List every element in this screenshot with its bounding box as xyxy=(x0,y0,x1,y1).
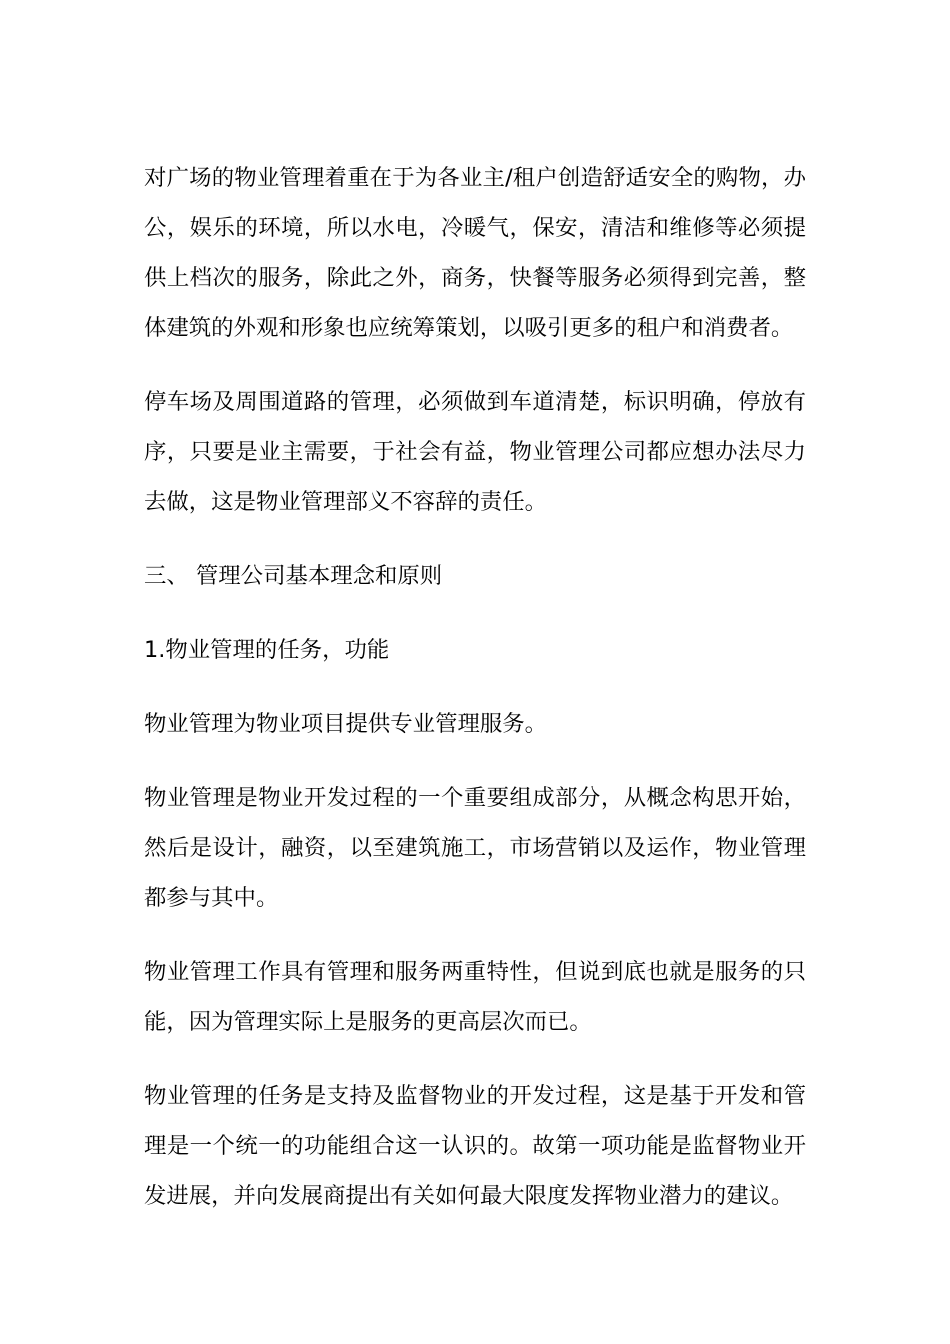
paragraph-development-process: 物业管理是物业开发过程的一个重要组成部分，从概念构思开始，然后是设计，融资，以至建筑施工，市场营销以及运作，物业管理都参与其中。 xyxy=(144,785,806,911)
paragraph-plaza-management: 对广场的物业管理着重在于为各业主/租户创造舒适安全的购物，办公，娱乐的环境，所以水电，冷暖气，保安，清洁和维修等必须提供上档次的服务，除此之外，商务，快餐等服务必须得到完善，整体建筑的外观和形象也应统筹策划，以吸引更多的租户和消费者。 xyxy=(144,165,806,341)
paragraph-dual-nature: 物业管理工作具有管理和服务两重特性，但说到底也就是服务的只能，因为管理实际上是服务的更高层次而已。 xyxy=(144,959,806,1035)
paragraph-professional-service: 物业管理为物业项目提供专业管理服务。 xyxy=(144,711,548,737)
section-heading: 三、 管理公司基本理念和原则 xyxy=(144,563,443,589)
paragraph-management-task: 物业管理的任务是支持及监督物业的开发过程，这是基于开发和管理是一个统一的功能组合这一认识的。故第一项功能是监督物业开发进展，并向发展商提出有关如何最大限度发挥物业潜力的建议。 xyxy=(144,1083,806,1209)
paragraph-parking-management: 停车场及周围道路的管理，必须做到车道清楚，标识明确，停放有序，只要是业主需要，于社会有益，物业管理公司都应想办法尽力去做，这是物业管理部义不容辞的责任。 xyxy=(144,389,806,515)
subsection-heading: 1.物业管理的任务，功能 xyxy=(144,637,390,663)
document-page xyxy=(144,153,806,1245)
